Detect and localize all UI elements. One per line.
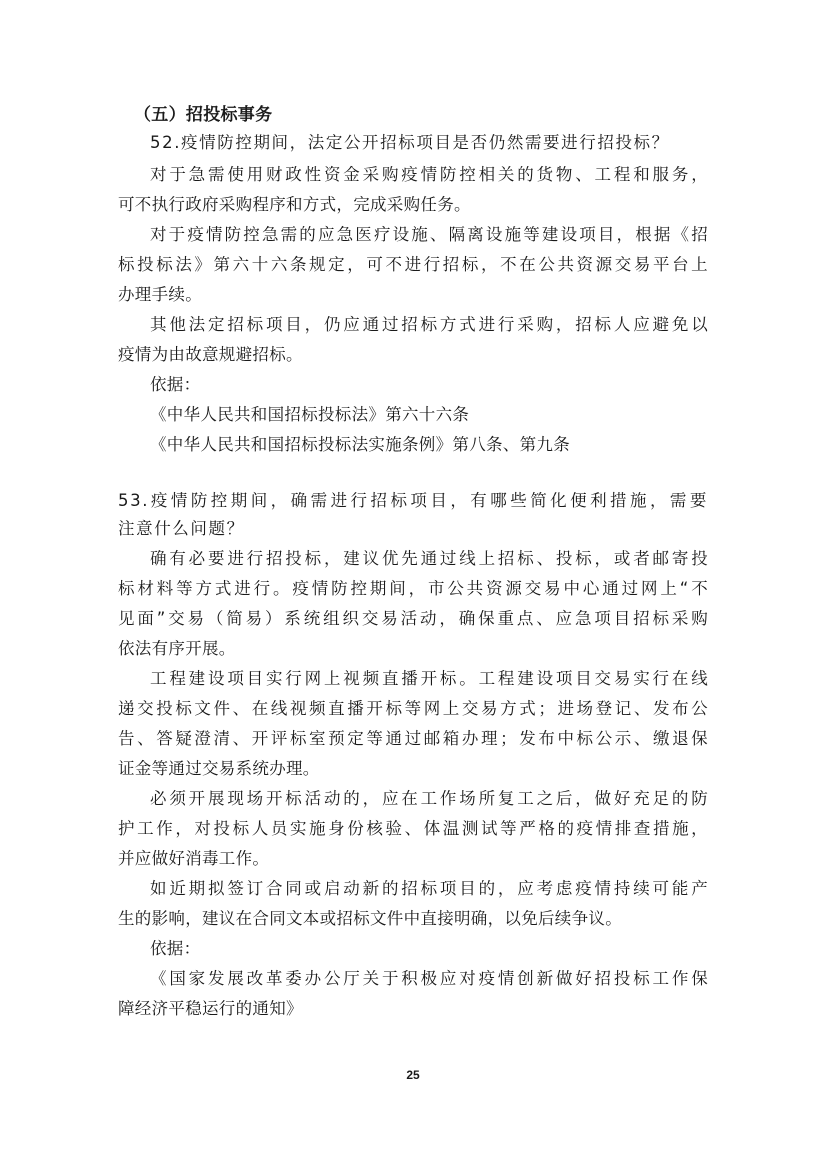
paragraph-line: 证金等通过交易系统办理。: [118, 759, 320, 778]
basis-item: 《国家发展改革委办公厅关于积极应对疫情创新做好招投标工作保: [150, 969, 708, 988]
paragraph-line: 对于疫情防控急需的应急医疗设施、隔离设施等建设项目，根据《招: [150, 225, 708, 244]
paragraph-line: 必须开展现场开标活动的，应在工作场所复工之后，做好充足的防: [150, 789, 708, 808]
paragraph-line: 疫情为由故意规避招标。: [118, 345, 303, 364]
paragraph-line: 办理手续。: [118, 285, 202, 304]
paragraph-line: 其他法定招标项目，仍应通过招标方式进行采购，招标人应避免以: [150, 315, 708, 334]
paragraph-line: 标投标法》第六十六条规定，可不进行招标，不在公共资源交易平台上: [118, 255, 708, 274]
paragraph-line: 递交投标文件、在线视频直播开标等网上交易方式；进场登记、发布公: [118, 699, 708, 718]
paragraph-line: 并应做好消毒工作。: [118, 849, 270, 868]
paragraph-line: 见面”交易（简易）系统组织交易活动，确保重点、应急项目招标采购: [118, 609, 708, 628]
paragraph-line: 标材料等方式进行。疫情防控期间，市公共资源交易中心通过网上“不: [118, 579, 708, 598]
basis-item: 《中华人民共和国招标投标法实施条例》第八条、第九条: [150, 435, 570, 454]
basis-item: 障经济平稳运行的通知》: [118, 999, 303, 1018]
question-52: 52.疫情防控期间，法定公开招标项目是否仍然需要进行招投标？: [150, 133, 670, 152]
question-53-continued: 注意什么问题？: [118, 519, 245, 538]
paragraph-line: 告、答疑澄清、开评标室预定等通过邮箱办理；发布中标公示、缴退保: [118, 729, 708, 748]
basis-item: 《中华人民共和国招标投标法》第六十六条: [150, 405, 470, 424]
paragraph-line: 对于急需使用财政性资金采购疫情防控相关的货物、工程和服务，: [150, 165, 708, 184]
basis-label: 依据：: [150, 939, 201, 958]
paragraph-line: 护工作，对投标人员实施身份核验、体温测试等严格的疫情排查措施，: [118, 819, 708, 838]
basis-label: 依据：: [150, 375, 201, 394]
paragraph-line: 如近期拟签订合同或启动新的招标项目的，应考虑疫情持续可能产: [150, 879, 708, 898]
question-53: 53.疫情防控期间，确需进行招标项目，有哪些简化便利措施，需要: [118, 491, 708, 510]
paragraph-line: 生的影响，建议在合同文本或招标文件中直接明确，以免后续争议。: [118, 909, 622, 928]
paragraph-line: 可不执行政府采购程序和方式，完成采购任务。: [118, 195, 471, 214]
section-heading: （五）招投标事务: [134, 105, 273, 125]
paragraph-line: 工程建设项目实行网上视频直播开标。工程建设项目交易实行在线: [150, 669, 708, 688]
paragraph-line: 依法有序开展。: [118, 639, 236, 658]
paragraph-line: 确有必要进行招投标，建议优先通过线上招标、投标，或者邮寄投: [150, 549, 708, 568]
page-number: 25: [406, 1068, 420, 1082]
